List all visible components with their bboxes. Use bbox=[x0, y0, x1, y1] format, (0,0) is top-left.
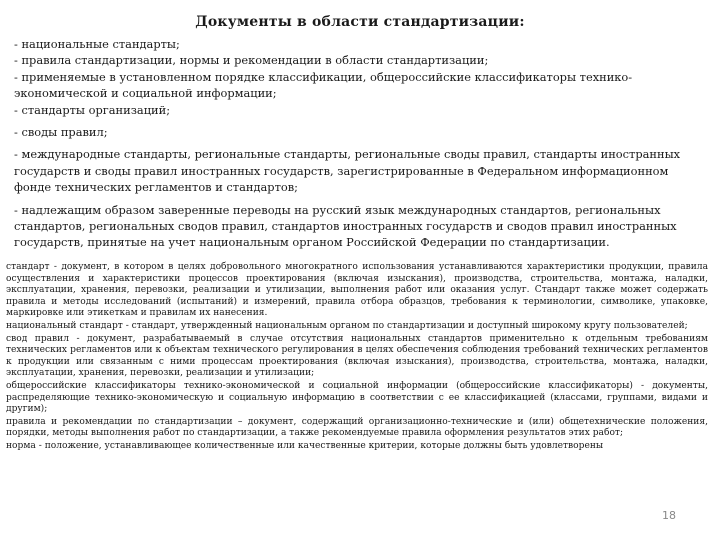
definitions-block bbox=[6, 262, 708, 454]
definition-paragraph: норма - положение, устанавливающее количественные или качественные критерии, которые должны быть удовлетворены bbox=[6, 440, 604, 451]
list-item: - своды правил; bbox=[14, 125, 108, 140]
page-title: Документы в области стандартизации: bbox=[195, 14, 525, 30]
definition-paragraph: правила и рекомендации по стандартизации – документ, содержащий организационно-технические и (или) общетехнические положения, порядки, методы выполнения работ по стандартизации, а также рекомендуемые правила оформления результатов этих работ; bbox=[6, 416, 708, 439]
list-item: - стандарты организаций; bbox=[14, 102, 171, 117]
definition-paragraph: стандарт - документ, в котором в целях добровольного многократного использования устанавливаются характеристики продукции, правила осуществления и характеристики процессов проектирования (включая изыскания), производства, строительства, монтажа, наладки, эксплуатации, хранения, перевозки, реализации и утилизации, выполнения работ или оказания услуг. Стандарт также может содержать правила и методы исследований (испытаний) и измерений, правила отбора образцов, требования к терминологии, символике, упаковке, маркировке или этикеткам и правилам их нанесения. bbox=[6, 262, 708, 319]
definition-paragraph: общероссийские классификаторы технико-экономической и социальной информации (общероссийские классификаторы) - документы, распределяющие технико-экономическую и социальную информацию в соответствии с ее классификацией (классами, группами, видами и другим); bbox=[6, 380, 708, 415]
list-item: - применяемые в установленном порядке классификации, общероссийские классификаторы технико-экономической и социальной информации; bbox=[14, 69, 633, 101]
list-item: - правила стандартизации, нормы и рекомендации в области стандартизации; bbox=[14, 53, 489, 68]
documents-list bbox=[14, 36, 704, 251]
page-number: 18 bbox=[662, 509, 676, 522]
definition-paragraph: национальный стандарт - стандарт, утвержденный национальным органом по стандартизации и доступный широкому кругу пользователей; bbox=[6, 320, 688, 331]
list-item: - международные стандарты, региональные стандарты, региональные своды правил, стандарты иностранных государств и своды правил иностранных государств, зарегистрированные в Федеральном информационном фонде технических регламентов и стандартов; bbox=[14, 147, 681, 195]
list-item: - надлежащим образом заверенные переводы на русский язык международных стандартов, региональных стандартов, региональных сводов правил, стандартов иностранных государств и сводов правил иностранных государств, принятые на учет национальным органом Российской Федерации по стандартизации. bbox=[14, 202, 677, 250]
definition-paragraph: свод правил - документ, разрабатываемый в случае отсутствия национальных стандартов применительно к отдельным требованиям технических регламентов или к объектам технического регулирования в целях обеспечения соблюдения требований технических регламентов к продукции или связанным с ними процессам проектирования (включая изыскания), производства, строительства, монтажа, наладки, эксплуатации, хранения, перевозки, реализации и утилизации; bbox=[6, 333, 708, 379]
list-item: - национальные стандарты; bbox=[14, 37, 180, 51]
